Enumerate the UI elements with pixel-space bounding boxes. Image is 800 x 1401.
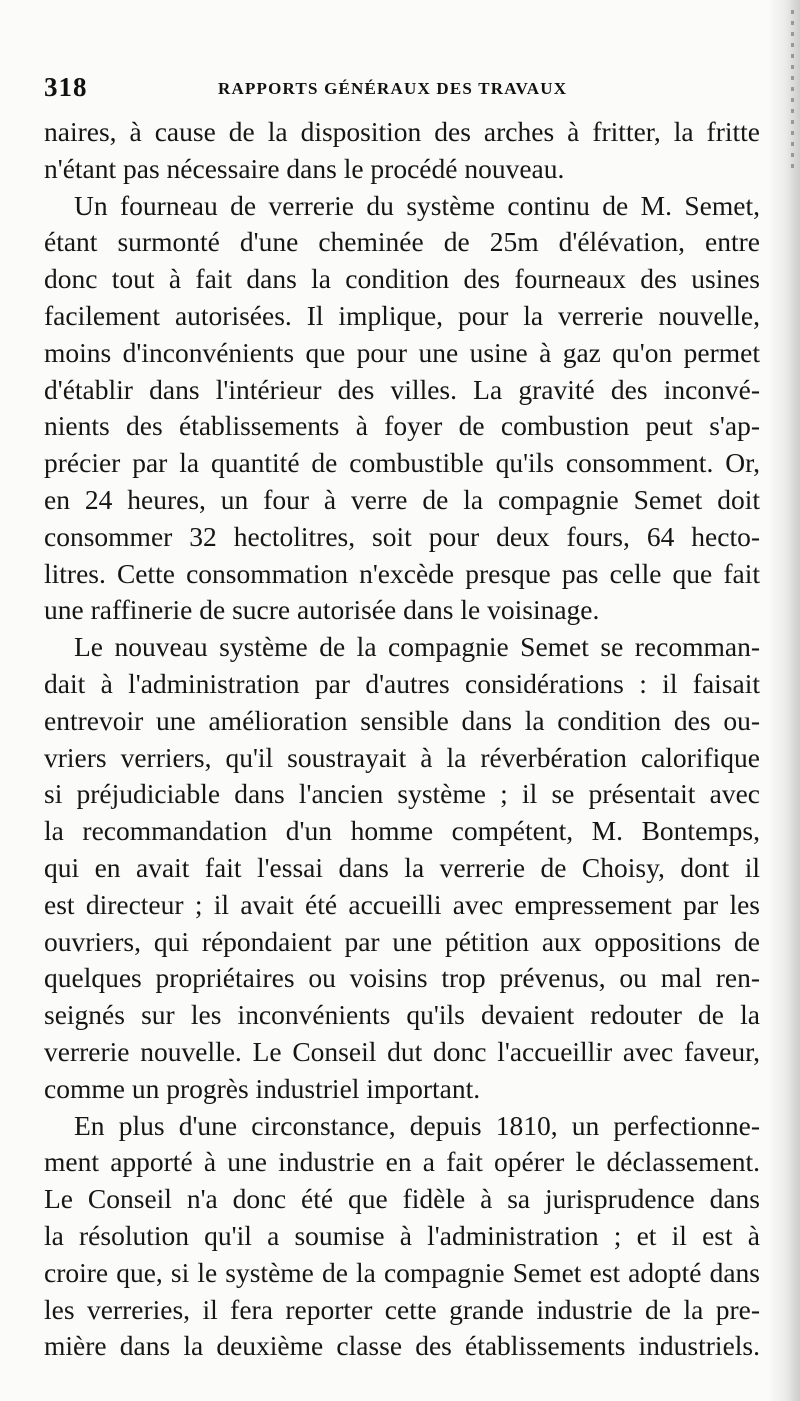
binding-edge-marks (791, 10, 794, 170)
text-line: En plus d'une circonstance, depuis 1810, un perfectionne- (74, 1109, 760, 1141)
text-line: étant surmonté d'une cheminée de 25m d'élévation, entre (44, 226, 760, 258)
text-line: croire que, si le système de la compagnie Semet est adopté dans (44, 1256, 760, 1288)
text-line: si préjudiciable dans l'ancien système ; il se présentait avec (44, 778, 760, 810)
page-number: 318 (44, 72, 88, 102)
text-line: moins d'inconvénients que pour une usine à gaz qu'on permet (44, 336, 760, 368)
page-header (44, 72, 604, 102)
text-line: Le Conseil n'a donc été que fidèle à sa jurisprudence dans (44, 1183, 760, 1215)
text-line: dait à l'administration par d'autres considérations : il faisait (44, 667, 760, 699)
text-line: ouvriers, qui répondaient par une pétition aux oppositions de (44, 925, 760, 957)
text-line: verrerie nouvelle. Le Conseil dut donc l'accueillir avec faveur, (44, 1035, 760, 1067)
text-line: en 24 heures, un four à verre de la compagnie Semet doit (44, 483, 760, 515)
text-line: une raffinerie de sucre autorisée dans le voisinage. (44, 594, 600, 626)
text-line: d'établir dans l'intérieur des villes. La gravité des inconvé- (44, 373, 760, 405)
text-line: qui en avait fait l'essai dans la verrerie de Choisy, dont il (44, 851, 760, 883)
text-line: donc tout à fait dans la condition des fourneaux des usines (44, 263, 760, 295)
text-line: entrevoir une amélioration sensible dans la condition des ou- (44, 704, 760, 736)
text-line: quelques propriétaires ou voisins trop prévenus, ou mal ren- (44, 962, 760, 994)
text-line: précier par la quantité de combustible qu'ils consomment. Or, (44, 447, 760, 479)
text-line: Le nouveau système de la compagnie Semet se recomman- (74, 631, 760, 663)
text-line: la recommandation d'un homme compétent, M. Bontemps, (44, 815, 760, 847)
text-line: les verreries, il fera reporter cette grande industrie de la pre- (44, 1293, 760, 1325)
text-line: ment apporté à une industrie en a fait opérer le déclassement. (44, 1146, 760, 1178)
text-line: la résolution qu'il a soumise à l'administration ; et il est à (44, 1219, 760, 1251)
text-line: consommer 32 hectolitres, soit pour deux fours, 64 hecto- (44, 520, 760, 552)
text-line: Un fourneau de verrerie du système continu de M. Semet, (74, 189, 760, 221)
body-text (44, 114, 760, 1365)
page-edge-shadow (768, 0, 800, 1401)
text-line: facilement autorisées. Il implique, pour la verrerie nouvelle, (44, 299, 760, 331)
running-head: RAPPORTS GÉNÉRAUX DES TRAVAUX (218, 79, 568, 98)
text-line: vriers verriers, qu'il soustrayait à la réverbération calorifique (44, 741, 760, 773)
text-line: litres. Cette consommation n'excède presque pas celle que fait (44, 557, 760, 589)
text-line: n'étant pas nécessaire dans le procédé nouveau. (44, 152, 565, 184)
text-line: est directeur ; il avait été accueilli avec empressement par les (44, 888, 760, 920)
text-line: mière dans la deuxième classe des établissements industriels. (44, 1330, 760, 1362)
text-line: comme un progrès industriel important. (44, 1072, 481, 1104)
text-line: naires, à cause de la disposition des arches à fritter, la fritte (44, 116, 760, 147)
text-line: nients des établissements à foyer de combustion peut s'ap- (44, 410, 760, 442)
text-line: seignés sur les inconvénients qu'ils devaient redouter de la (44, 999, 760, 1031)
